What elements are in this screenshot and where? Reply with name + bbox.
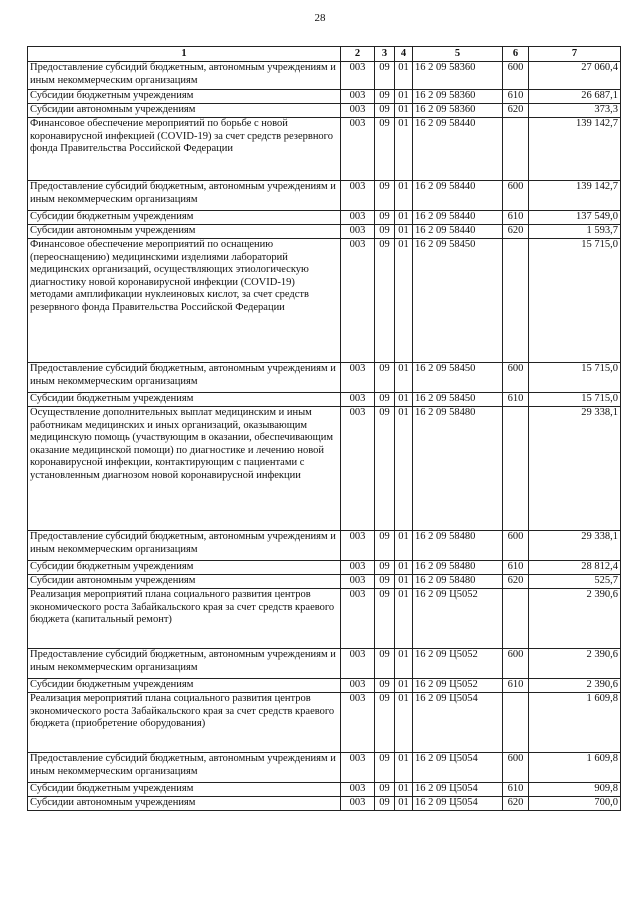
cell-pr: 01 — [395, 753, 413, 783]
cell-name: Субсидии бюджетным учреждениям — [28, 679, 341, 693]
cell-vr — [503, 239, 529, 363]
cell-csr: 16 2 09 Ц5052 — [413, 649, 503, 679]
cell-vr: 610 — [503, 393, 529, 407]
cell-vr: 610 — [503, 679, 529, 693]
cell-ved: 003 — [341, 575, 375, 589]
cell-pr: 01 — [395, 561, 413, 575]
cell-sum: 139 142,7 — [529, 118, 621, 181]
cell-csr: 16 2 09 58450 — [413, 393, 503, 407]
cell-pr: 01 — [395, 90, 413, 104]
cell-pr: 01 — [395, 575, 413, 589]
cell-name: Предоставление субсидий бюджетным, автономным учреждениям и иным некоммерческим организациям — [28, 62, 341, 90]
table-row — [28, 649, 621, 679]
header-pr: 4 — [395, 47, 413, 62]
cell-csr: 16 2 09 58360 — [413, 62, 503, 90]
cell-rz: 09 — [375, 104, 395, 118]
cell-vr: 620 — [503, 575, 529, 589]
cell-pr: 01 — [395, 363, 413, 393]
table-row — [28, 211, 621, 225]
cell-rz: 09 — [375, 393, 395, 407]
cell-csr: 16 2 09 Ц5052 — [413, 679, 503, 693]
cell-sum: 15 715,0 — [529, 393, 621, 407]
cell-sum: 137 549,0 — [529, 211, 621, 225]
cell-pr: 01 — [395, 118, 413, 181]
cell-rz: 09 — [375, 363, 395, 393]
cell-sum: 2 390,6 — [529, 679, 621, 693]
cell-csr: 16 2 09 58450 — [413, 239, 503, 363]
cell-pr: 01 — [395, 589, 413, 649]
cell-ved: 003 — [341, 531, 375, 561]
cell-rz: 09 — [375, 561, 395, 575]
cell-ved: 003 — [341, 649, 375, 679]
cell-rz: 09 — [375, 679, 395, 693]
cell-rz: 09 — [375, 225, 395, 239]
cell-vr — [503, 693, 529, 753]
cell-vr — [503, 118, 529, 181]
cell-sum: 29 338,1 — [529, 407, 621, 531]
cell-name: Субсидии автономным учреждениям — [28, 104, 341, 118]
cell-name: Предоставление субсидий бюджетным, автономным учреждениям и иным некоммерческим организациям — [28, 753, 341, 783]
cell-pr: 01 — [395, 211, 413, 225]
table-row — [28, 531, 621, 561]
budget-table — [27, 46, 621, 811]
cell-pr: 01 — [395, 239, 413, 363]
header-csr: 5 — [413, 47, 503, 62]
cell-rz: 09 — [375, 90, 395, 104]
cell-csr: 16 2 09 58360 — [413, 104, 503, 118]
cell-pr: 01 — [395, 104, 413, 118]
cell-csr: 16 2 09 58480 — [413, 561, 503, 575]
cell-csr: 16 2 09 58480 — [413, 575, 503, 589]
cell-rz: 09 — [375, 649, 395, 679]
cell-sum: 139 142,7 — [529, 181, 621, 211]
cell-pr: 01 — [395, 225, 413, 239]
cell-rz: 09 — [375, 407, 395, 531]
cell-vr: 600 — [503, 753, 529, 783]
cell-sum: 15 715,0 — [529, 363, 621, 393]
cell-name: Осуществление дополнительных выплат медицинским и иным работникам медицинских и иных организаций, оказывающим медицинскую помощь (участвующим в оказании, обеспечивающим оказание медицинской помощи) по диагностике и лечению новой коронавирусной инфекции, контактирующим с пациентами с установленным диагнозом новой коронавирусной инфекции — [28, 407, 341, 531]
cell-name: Предоставление субсидий бюджетным, автономным учреждениям и иным некоммерческим организациям — [28, 531, 341, 561]
cell-pr: 01 — [395, 62, 413, 90]
cell-csr: 16 2 09 58480 — [413, 407, 503, 531]
cell-ved: 003 — [341, 753, 375, 783]
cell-csr: 16 2 09 58450 — [413, 363, 503, 393]
cell-name: Субсидии бюджетным учреждениям — [28, 211, 341, 225]
cell-rz: 09 — [375, 531, 395, 561]
cell-pr: 01 — [395, 797, 413, 811]
table-row — [28, 561, 621, 575]
cell-name: Субсидии автономным учреждениям — [28, 225, 341, 239]
cell-csr: 16 2 09 58440 — [413, 118, 503, 181]
cell-ved: 003 — [341, 693, 375, 753]
cell-rz: 09 — [375, 797, 395, 811]
cell-pr: 01 — [395, 393, 413, 407]
cell-name: Предоставление субсидий бюджетным, автономным учреждениям и иным некоммерческим организациям — [28, 649, 341, 679]
cell-ved: 003 — [341, 783, 375, 797]
table-row — [28, 589, 621, 649]
cell-vr — [503, 407, 529, 531]
cell-vr: 600 — [503, 649, 529, 679]
cell-ved: 003 — [341, 561, 375, 575]
cell-ved: 003 — [341, 118, 375, 181]
cell-rz: 09 — [375, 62, 395, 90]
table-row — [28, 181, 621, 211]
cell-sum: 1 593,7 — [529, 225, 621, 239]
cell-rz: 09 — [375, 181, 395, 211]
cell-sum: 28 812,4 — [529, 561, 621, 575]
cell-sum: 1 609,8 — [529, 693, 621, 753]
table-row — [28, 225, 621, 239]
header-name: 1 — [28, 47, 341, 62]
cell-ved: 003 — [341, 225, 375, 239]
cell-vr: 610 — [503, 211, 529, 225]
cell-name: Реализация мероприятий плана социального развития центров экономического роста Забайкальского края за счет средств краевого бюджета (капитальный ремонт) — [28, 589, 341, 649]
cell-csr: 16 2 09 Ц5054 — [413, 753, 503, 783]
cell-ved: 003 — [341, 363, 375, 393]
cell-pr: 01 — [395, 679, 413, 693]
cell-csr: 16 2 09 58440 — [413, 211, 503, 225]
cell-vr: 600 — [503, 62, 529, 90]
cell-csr: 16 2 09 58480 — [413, 531, 503, 561]
cell-name: Субсидии бюджетным учреждениям — [28, 90, 341, 104]
cell-csr: 16 2 09 Ц5054 — [413, 693, 503, 753]
cell-ved: 003 — [341, 62, 375, 90]
table-row — [28, 407, 621, 531]
page-number: 28 — [314, 12, 326, 24]
cell-sum: 373,3 — [529, 104, 621, 118]
cell-sum: 2 390,6 — [529, 649, 621, 679]
cell-pr: 01 — [395, 693, 413, 753]
cell-name: Предоставление субсидий бюджетным, автономным учреждениям и иным некоммерческим организациям — [28, 363, 341, 393]
table-row — [28, 797, 621, 811]
table-row — [28, 104, 621, 118]
cell-vr: 620 — [503, 225, 529, 239]
cell-name: Финансовое обеспечение мероприятий по борьбе с новой коронавирусной инфекцией (COVID-19) за счет средств резервного фонда Правительства Российской Федерации — [28, 118, 341, 181]
cell-pr: 01 — [395, 783, 413, 797]
cell-pr: 01 — [395, 649, 413, 679]
cell-ved: 003 — [341, 679, 375, 693]
cell-ved: 003 — [341, 181, 375, 211]
cell-rz: 09 — [375, 589, 395, 649]
cell-vr: 600 — [503, 181, 529, 211]
cell-rz: 09 — [375, 118, 395, 181]
cell-sum: 29 338,1 — [529, 531, 621, 561]
cell-name: Реализация мероприятий плана социального развития центров экономического роста Забайкальского края за счет средств краевого бюджета (приобретение оборудования) — [28, 693, 341, 753]
cell-pr: 01 — [395, 531, 413, 561]
cell-csr: 16 2 09 58440 — [413, 181, 503, 211]
table-row — [28, 363, 621, 393]
cell-sum: 15 715,0 — [529, 239, 621, 363]
cell-csr: 16 2 09 58440 — [413, 225, 503, 239]
cell-name: Субсидии бюджетным учреждениям — [28, 783, 341, 797]
cell-rz: 09 — [375, 211, 395, 225]
header-row — [28, 47, 621, 62]
table-row — [28, 239, 621, 363]
cell-pr: 01 — [395, 181, 413, 211]
cell-ved: 003 — [341, 797, 375, 811]
cell-sum: 525,7 — [529, 575, 621, 589]
header-ved: 2 — [341, 47, 375, 62]
cell-vr: 620 — [503, 797, 529, 811]
table-row — [28, 783, 621, 797]
cell-csr: 16 2 09 Ц5054 — [413, 783, 503, 797]
cell-name: Предоставление субсидий бюджетным, автономным учреждениям и иным некоммерческим организациям — [28, 181, 341, 211]
cell-ved: 003 — [341, 407, 375, 531]
header-vr: 6 — [503, 47, 529, 62]
cell-rz: 09 — [375, 783, 395, 797]
cell-name: Субсидии бюджетным учреждениям — [28, 393, 341, 407]
cell-sum: 26 687,1 — [529, 90, 621, 104]
cell-name: Субсидии автономным учреждениям — [28, 797, 341, 811]
header-sum: 7 — [529, 47, 621, 62]
cell-sum: 2 390,6 — [529, 589, 621, 649]
cell-vr: 620 — [503, 104, 529, 118]
cell-vr: 600 — [503, 531, 529, 561]
table-row — [28, 90, 621, 104]
cell-sum: 700,0 — [529, 797, 621, 811]
cell-sum: 27 060,4 — [529, 62, 621, 90]
cell-name: Финансовое обеспечение мероприятий по оснащению (переоснащению) медицинскими изделиями лабораторий медицинских организаций, осуществляющих этиологическую диагностику новой коронавирусной инфекции (COVID-19) методами амплификации нуклеиновых кислот, за счет средств резервного фонда Правительства Российской Федерации — [28, 239, 341, 363]
cell-name: Субсидии автономным учреждениям — [28, 575, 341, 589]
cell-rz: 09 — [375, 575, 395, 589]
cell-vr — [503, 589, 529, 649]
cell-rz: 09 — [375, 693, 395, 753]
cell-ved: 003 — [341, 239, 375, 363]
cell-ved: 003 — [341, 90, 375, 104]
cell-csr: 16 2 09 58360 — [413, 90, 503, 104]
cell-csr: 16 2 09 Ц5054 — [413, 797, 503, 811]
table-row — [28, 693, 621, 753]
cell-ved: 003 — [341, 393, 375, 407]
cell-sum: 909,8 — [529, 783, 621, 797]
cell-vr: 610 — [503, 561, 529, 575]
cell-ved: 003 — [341, 589, 375, 649]
table-row — [28, 753, 621, 783]
cell-pr: 01 — [395, 407, 413, 531]
table-row — [28, 62, 621, 90]
header-rz: 3 — [375, 47, 395, 62]
cell-rz: 09 — [375, 239, 395, 363]
table-row — [28, 575, 621, 589]
cell-vr: 600 — [503, 363, 529, 393]
cell-sum: 1 609,8 — [529, 753, 621, 783]
table-row — [28, 679, 621, 693]
cell-ved: 003 — [341, 104, 375, 118]
table-body — [28, 62, 621, 811]
cell-name: Субсидии бюджетным учреждениям — [28, 561, 341, 575]
cell-vr: 610 — [503, 90, 529, 104]
cell-csr: 16 2 09 Ц5052 — [413, 589, 503, 649]
table-row — [28, 393, 621, 407]
cell-vr: 610 — [503, 783, 529, 797]
cell-rz: 09 — [375, 753, 395, 783]
cell-ved: 003 — [341, 211, 375, 225]
table-row — [28, 118, 621, 181]
